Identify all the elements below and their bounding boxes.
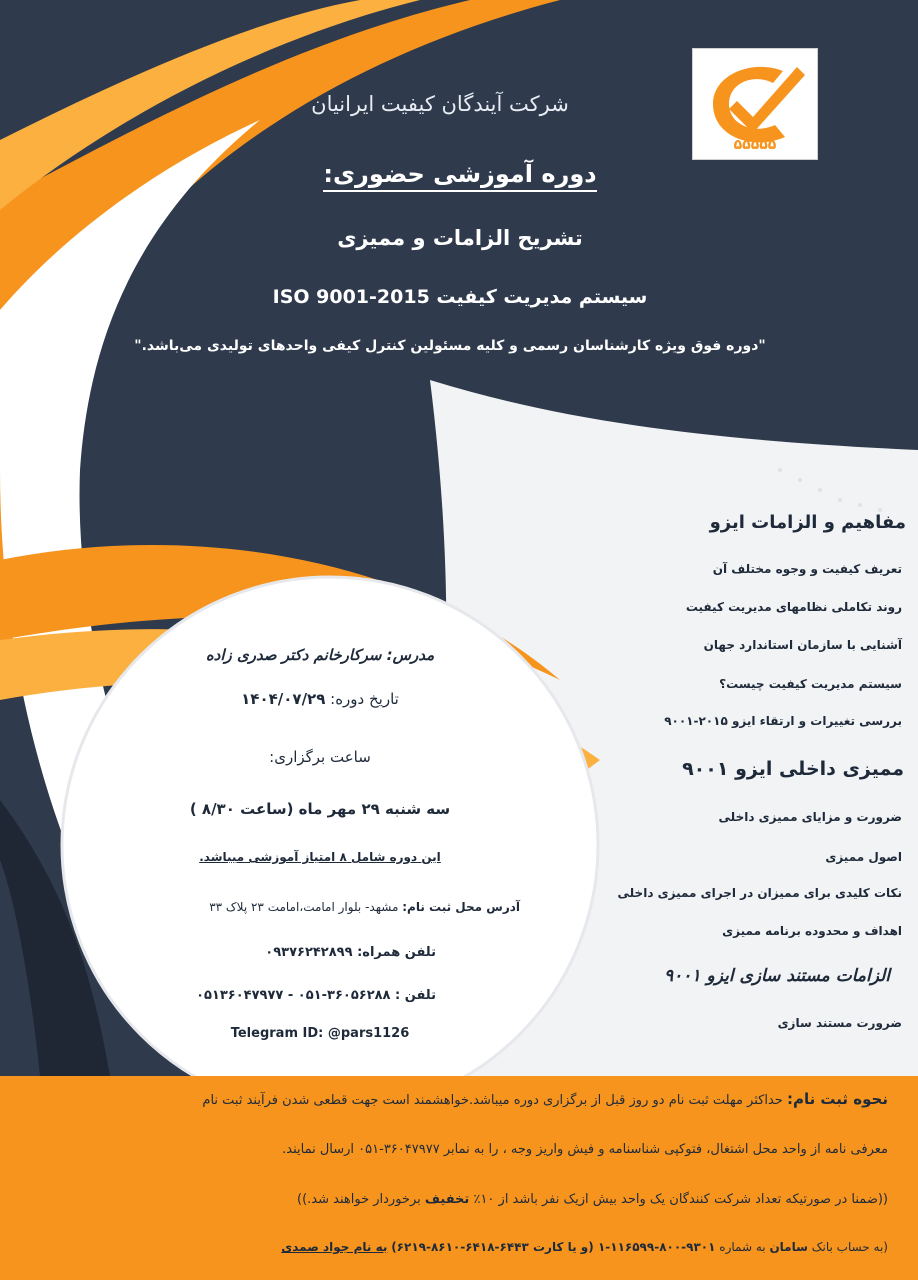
list-item: آشنایی با سازمان استاندارد جهان [703, 638, 902, 652]
date-label: تاریخ دوره: [330, 690, 399, 708]
list-item: سیستم مدیریت کیفیت چیست؟ [719, 677, 902, 691]
list-item: روند تکاملی نظامهای مدیریت کیفیت [685, 600, 902, 614]
time-value: سه شنبه ۲۹ مهر ماه (ساعت ۸/۳۰ ) [189, 800, 451, 818]
section-title-documentation: الزامات مستند سازی ایزو ۹۰۰۱ [664, 966, 890, 986]
footer-line-1-text: حداکثر مهلت ثبت نام دو روز قبل از برگزاری دوره میباشد.خواهشمند است جهت قطعی شدن فرآیند ثبت نام [202, 1093, 783, 1108]
list-item: اصول ممیزی [825, 850, 902, 864]
phone-label: تلفن : [395, 988, 436, 1003]
address-value: مشهد- بلوار امامت،امامت ۲۳ پلاک ۳۳ [209, 900, 399, 914]
list-item: نکات کلیدی برای ممیزان در اجرای ممیزی داخلی [617, 886, 902, 900]
footer-line-1 [48, 1090, 888, 1108]
phone [100, 988, 436, 1003]
footer-line-3a: ((ضمنا در صورتیکه تعداد شرکت کنندگان یک واحد بیش ازیک نفر باشد از ۱۰٪ [473, 1192, 888, 1207]
list-item: بررسی تغییرات و ارتقاء ایزو ۲۰۱۵-۹۰۰۱ [664, 714, 902, 728]
address [90, 900, 520, 914]
discount-word: تخفیف [424, 1192, 470, 1207]
footer-line-3 [48, 1192, 888, 1207]
audience-note: "دوره فوق ویژه کارشناسان رسمی و کلیه مسئولین کنترل کیفی واحدهای تولیدی می‌باشد." [134, 338, 766, 354]
mobile-label: تلفن همراه: [357, 945, 436, 960]
time-label: ساعت برگزاری: [269, 748, 371, 766]
mobile-value: ۰۹۳۷۶۲۴۲۸۹۹ [265, 945, 353, 960]
address-label: آدرس محل ثبت نام: [402, 900, 520, 914]
phone-value: ۳۶۰۵۶۲۸۸-۰۵۱ - ۰۵۱۳۶۰۴۷۹۷۷ [196, 988, 391, 1003]
account-holder: به نام جواد صمدی [281, 1240, 388, 1254]
footer-line-4a: (به حساب بانک [811, 1240, 888, 1254]
date-value: ۱۴۰۴/۰۷/۲۹ [241, 690, 326, 708]
section-title-internal-audit: ممیزی داخلی ایزو ۹۰۰۱ [682, 758, 904, 780]
course-type [240, 160, 680, 188]
how-to-register-label: نحوه ثبت نام: [786, 1090, 888, 1108]
course-type-text: دوره آموزشی حضوری: [323, 160, 596, 192]
list-item: اهداف و محدوده برنامه ممیزی [722, 924, 902, 938]
list-item: ضرورت مستند سازی [777, 1016, 902, 1030]
mobile [100, 945, 436, 960]
footer-line-4b: به شماره [719, 1240, 766, 1254]
company-logo [692, 48, 818, 160]
credit-note: این دوره شامل ۸ امتیاز آموزشی میباشد. [199, 850, 441, 864]
account-number: ۹۳۰۱-۸۰۰-۱۱۶۵۹۹-۱ (و یا کارت ۶۴۴۳-۶۴۱۸-۸۶۱۰-۶۲۱۹) [391, 1240, 716, 1254]
telegram-id: Telegram ID: @pars1126 [230, 1026, 410, 1041]
course-title: تشریح الزامات و ممیزی [337, 226, 583, 250]
footer-line-3c: برخوردار خواهند شد.)) [297, 1192, 421, 1207]
company-name: شرکت آیندگان کیفیت ایرانیان [311, 92, 569, 116]
instructor: مدرس: سرکارخانم دکتر صدری زاده [205, 646, 435, 664]
course-date [150, 690, 490, 708]
footer-line-4 [48, 1240, 888, 1254]
list-item: ضرورت و مزایای ممیزی داخلی [718, 810, 902, 824]
footer-line-2: معرفی نامه از واحد محل اشتغال، فتوکپی شناسنامه و فیش واریز وجه ، را به نمابر ۳۶۰۴۷۹۷۷-۰۵۱ ارسال نمایند. [282, 1142, 888, 1157]
section-title-concepts: مفاهیم و الزامات ایزو [709, 512, 906, 533]
bank-name: سامان [769, 1240, 808, 1254]
logo-digits: ۵۵۵۵۵ [733, 137, 777, 153]
course-subtitle: سیستم مدیریت کیفیت ISO 9001-2015 [272, 286, 648, 308]
list-item: تعریف کیفیت و وجوه مختلف آن [712, 562, 902, 576]
